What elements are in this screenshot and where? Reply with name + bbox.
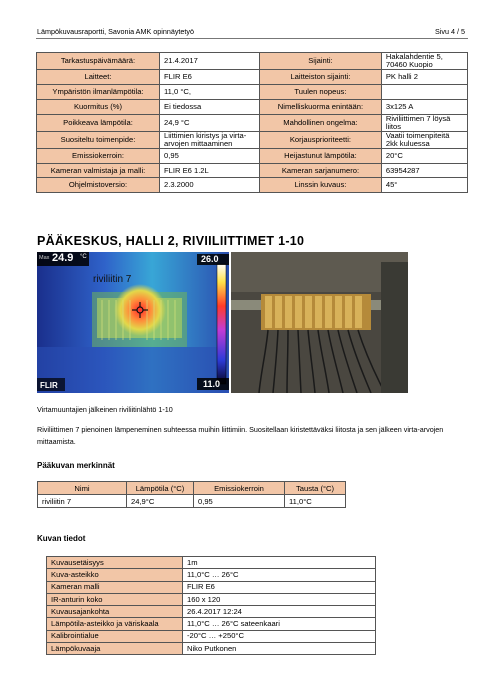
info-label: Laitteet: [37,70,160,85]
markings-header-background: Tausta (°C) [285,482,346,495]
info-label: Poikkeava lämpötila: [37,114,160,131]
markings-cell: 0,95 [194,495,285,508]
image-info-title: Kuvan tiedot [37,534,86,543]
image-info-value: 11,0°C … 26°C sateenkaari [183,618,376,630]
section-title: PÄÄKESKUS, HALLI 2, RIVIILIITTIMET 1-10 [37,234,305,248]
info-label: Kameran valmistaja ja malli: [37,163,160,178]
info-label: Suositeltu toimenpide: [37,131,160,148]
info-value: 20°C [381,148,467,163]
markings-cell: riviliitin 7 [38,495,127,508]
page-number: Sivu 4 / 5 [435,27,465,36]
image-info-value: 11,0°C … 26°C [183,569,376,581]
flir-logo: FLIR [40,381,58,390]
image-info-label: Kameran malli [47,581,183,593]
info-value: 21.4.2017 [160,53,260,70]
image-info-value: FLIR E6 [183,581,376,593]
image-info-row [47,569,376,581]
image-info-label: IR-anturin koko [47,593,183,605]
image-info-row [47,606,376,618]
info-row [37,70,468,85]
markings-title: Pääkuvan merkinnät [37,461,115,470]
markings-cell: 11,0°C [285,495,346,508]
info-label: Ohjelmistoversio: [37,178,160,193]
info-row [37,53,468,70]
thermal-annotation: riviliitin 7 [93,274,132,285]
info-value: 24,9 °C [160,114,260,131]
image-info-value: 26.4.2017 12:24 [183,606,376,618]
info-label: Tuulen nopeus: [260,84,382,99]
inspection-info-table [36,52,468,193]
markings-header-name: Nimi [38,482,127,495]
info-value: 63954287 [381,163,467,178]
markings-header-temp: Lämpötila (°C) [127,482,194,495]
info-label: Nimelliskuorma enintään: [260,99,382,114]
thermal-image [37,252,229,393]
info-label: Mahdollinen ongelma: [260,114,382,131]
info-label: Korjausprioriteetti: [260,131,382,148]
info-label: Kuormitus (%) [37,99,160,114]
max-label: Max [39,255,50,261]
image-info-value: -20°C … +250°C [183,630,376,642]
info-row [37,178,468,193]
image-info-value: Niko Putkonen [183,643,376,655]
info-value: Hakalahdentie 5, 70460 Kuopio [381,53,467,70]
info-value: PK halli 2 [381,70,467,85]
thermal-image-graphic [37,252,229,393]
info-value: Vaatii toimenpiteitä 2kk kuluessa [381,131,467,148]
image-info-row [47,581,376,593]
info-row [37,84,468,99]
info-row [37,163,468,178]
info-label: Ympäristön ilmanlämpötila: [37,84,160,99]
image-info-row [47,593,376,605]
image-info-label: Kuvausajankohta [47,606,183,618]
info-value: 45° [381,178,467,193]
info-label: Heijastunut lämpötila: [260,148,382,163]
info-value: FLIR E6 1.2L [160,163,260,178]
info-row [37,131,468,148]
info-value: FLIR E6 [160,70,260,85]
info-label: Laitteiston sijainti: [260,70,382,85]
markings-header-emissivity: Emissiokerroin [194,482,285,495]
info-value: Riviliittimen 7 löysä liitos [381,114,467,131]
info-label: Emissiokerroin: [37,148,160,163]
info-row [37,99,468,114]
info-row [37,114,468,131]
image-info-row [47,630,376,642]
image-info-value: 160 x 120 [183,593,376,605]
markings-cell: 24,9°C [127,495,194,508]
visual-photo-graphic [231,252,408,393]
info-value: 3x125 A [381,99,467,114]
info-value: 0,95 [160,148,260,163]
scale-max: 26.0 [201,254,219,264]
info-label: Sijainti: [260,53,382,70]
report-header-title: Lämpökuvausraportti, Savonia AMK opinnäytetyö [37,27,195,36]
temperature-unit: °C [80,254,87,260]
visual-photo [231,252,408,393]
image-info-label: Kuva-asteikko [47,569,183,581]
info-value: Liittimien kiristys ja virta-arvojen mittaaminen [160,131,260,148]
max-temperature: 24.9 [52,252,74,264]
image-info-row [47,643,376,655]
image-info-label: Kalibrointialue [47,630,183,642]
finding-description: Riviliittimen 7 pienoinen lämpeneminen suhteessa muihin liittimiin. Suositellaan kiristettäväksi liitosta ja sen jälkeen virta-arvojen mittaamista. [37,425,444,446]
image-info-row [47,618,376,630]
image-info-label: Lämpötila-asteikko ja väriskaala [47,618,183,630]
markings-table [37,481,346,508]
image-info-label: Kuvausetäisyys [47,557,183,569]
info-value: Ei tiedossa [160,99,260,114]
image-caption: Virtamuuntajien jälkeinen riviliitinlähtö 1-10 [37,405,173,414]
info-value: 11,0 °C, [160,84,260,99]
header-divider [36,38,468,39]
info-label: Kameran sarjanumero: [260,163,382,178]
info-value [381,84,467,99]
info-value: 2.3.2000 [160,178,260,193]
image-info-table [46,556,376,655]
image-info-row [47,557,376,569]
info-row [37,148,468,163]
image-info-label: Lämpökuvaaja [47,643,183,655]
info-label: Linssin kuvaus: [260,178,382,193]
image-info-value: 1m [183,557,376,569]
info-label: Tarkastuspäivämäärä: [37,53,160,70]
scale-min: 11.0 [203,379,221,389]
